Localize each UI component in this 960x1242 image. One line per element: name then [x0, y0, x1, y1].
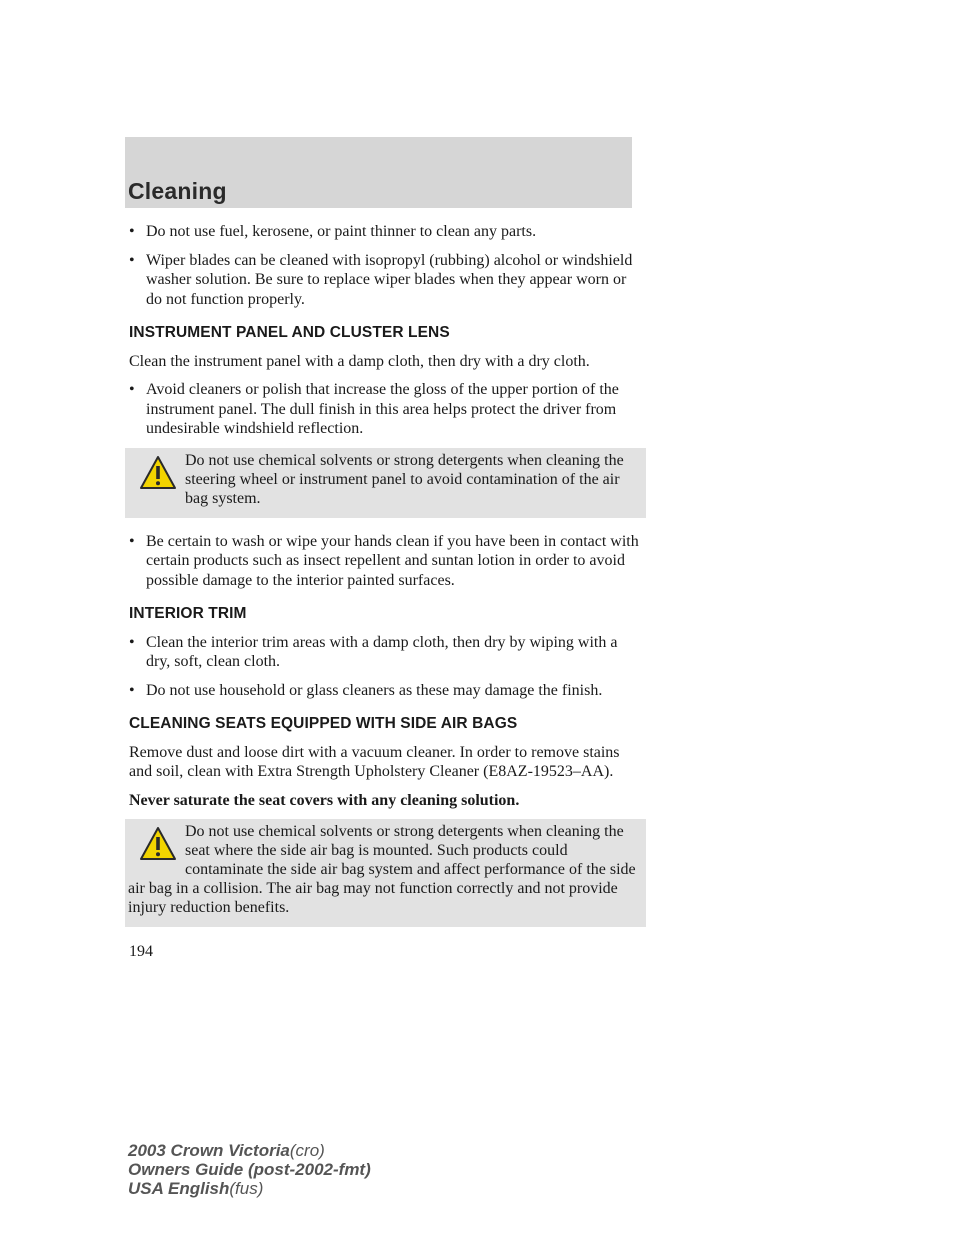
instrument-panel-intro: Clean the instrument panel with a damp cloth, then dry with a dry cloth.	[129, 352, 590, 370]
page-title: Cleaning	[128, 178, 227, 204]
bullet-glyph: •	[129, 381, 135, 398]
seats-saturation-note: Never saturate the seat covers with any cleaning solution.	[129, 791, 520, 809]
footer-language: USA English	[128, 1179, 230, 1198]
section-heading-seats-side-air-bags: CLEANING SEATS EQUIPPED WITH SIDE AIR BAGS	[129, 715, 518, 732]
warning-box	[125, 819, 646, 927]
footer-guide: Owners Guide (post-2002-fmt)	[128, 1160, 371, 1179]
footer-vehicle: 2003 Crown Victoria	[128, 1141, 290, 1160]
section-heading-interior-trim: INTERIOR TRIM	[129, 605, 247, 622]
footer-line-2	[128, 1160, 371, 1179]
list-item	[129, 380, 639, 439]
section-heading-instrument-panel: INSTRUMENT PANEL AND CLUSTER LENS	[129, 324, 450, 341]
warning-text: Do not use chemical solvents or strong detergents when cleaning the steering wheel or instrument panel to avoid contamination of the air bag system.	[185, 451, 624, 507]
footer-language-code: (fus)	[229, 1179, 264, 1198]
list-item	[129, 251, 639, 310]
bullet-glyph: •	[129, 681, 135, 699]
document-footer	[128, 1141, 371, 1198]
footer-line-3	[128, 1179, 371, 1198]
list-item	[129, 222, 639, 242]
list-item-text: Wiper blades can be cleaned with isopropyl (rubbing) alcohol or windshield washer solution. Be sure to replace wiper blades when they appear worn or do not function properly.	[146, 251, 633, 308]
warning-triangle-icon	[138, 453, 178, 493]
list-item-text: Be certain to wash or wipe your hands clean if you have been in contact with certain products such as insect repellent and suntan lotion in order to avoid possible damage to the interior painted surfaces.	[146, 532, 639, 589]
list-item-text: Do not use household or glass cleaners as these may damage the finish.	[146, 681, 603, 699]
bullet-glyph: •	[129, 633, 135, 651]
page-number: 194	[129, 943, 153, 960]
warning-box	[125, 448, 646, 518]
list-item	[129, 633, 639, 672]
list-item	[129, 532, 639, 591]
warning-triangle-icon	[138, 824, 178, 864]
bullet-glyph: •	[129, 251, 135, 269]
seats-cleaning-paragraph: Remove dust and loose dirt with a vacuum cleaner. In order to remove stains and soil, clean with Extra Strength Upholstery Cleaner (E8AZ-19523–AA).	[129, 743, 620, 780]
warning-text: Do not use chemical solvents or strong detergents when cleaning the seat where the side air bag is mounted. Such products could contaminate the side air bag system and affect performance of the side air bag in a collision. The air bag may not function correctly and not provide injury reduction benefits.	[128, 823, 636, 916]
list-item-text: Clean the interior trim areas with a damp cloth, then dry by wiping with a dry, soft, clean cloth.	[146, 633, 618, 670]
list-item-text: Do not use fuel, kerosene, or paint thinner to clean any parts.	[146, 223, 537, 240]
bullet-glyph: •	[129, 532, 135, 550]
bullet-glyph: •	[129, 223, 135, 240]
footer-vehicle-code: (cro)	[289, 1141, 325, 1160]
footer-line-1	[128, 1141, 371, 1160]
list-item	[129, 681, 639, 701]
page-content	[129, 222, 639, 941]
list-item-text: Avoid cleaners or polish that increase the gloss of the upper portion of the instrument panel. The dull finish in this area helps protect the driver from undesirable windshield reflection.	[146, 381, 619, 437]
